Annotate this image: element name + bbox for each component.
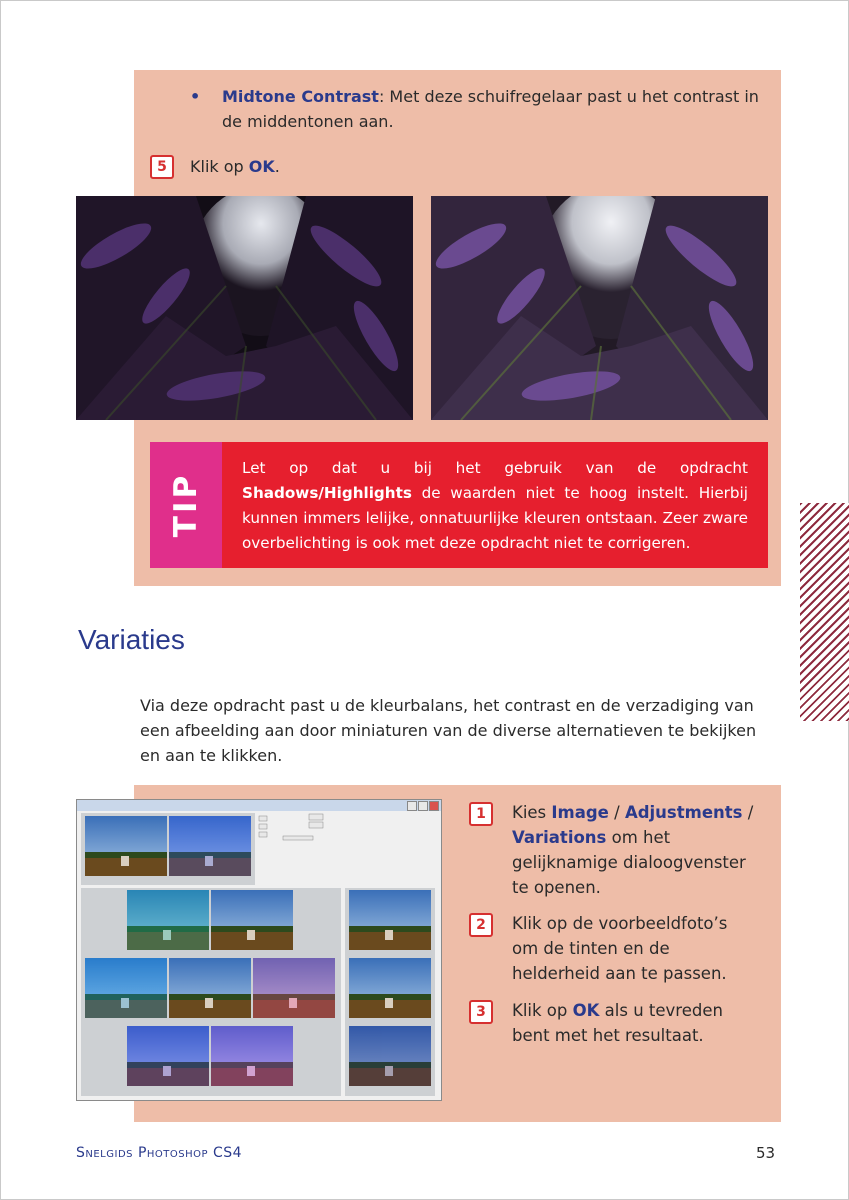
page-number: 53 bbox=[756, 1144, 776, 1162]
bullet-text: : Met deze schuifregelaar past u het contrast in de middentonen aan. bbox=[222, 87, 759, 131]
step-3-suffix: als u tevreden bent met het resultaat. bbox=[512, 1001, 723, 1045]
photo-before bbox=[76, 196, 413, 420]
step-1-number: 1 bbox=[469, 802, 493, 826]
section-paragraph: Via deze opdracht past u de kleurbalans, het contrast en de verzadiging van een afbeelding aan door miniaturen van de diverse alternatieven te bekijken en aan te klikken. bbox=[140, 696, 757, 765]
step-1-part-2: / bbox=[608, 803, 625, 822]
step-3-number: 3 bbox=[469, 1000, 493, 1024]
variations-dialog-screenshot bbox=[76, 799, 442, 1101]
step-2-number: 2 bbox=[469, 913, 493, 937]
tip-text-before: Let op dat u bij het gebruik van de opdracht bbox=[242, 459, 748, 477]
step-5-suffix: . bbox=[274, 157, 280, 176]
step-5-prefix: Klik op bbox=[190, 157, 249, 176]
step-5-text bbox=[190, 154, 280, 179]
step-1-adjustments: Adjustments bbox=[624, 803, 743, 822]
tip-text bbox=[242, 456, 748, 556]
tip-box bbox=[150, 442, 768, 568]
photo-after bbox=[431, 196, 768, 420]
step-1-text bbox=[512, 800, 764, 900]
step-1-part-4: / bbox=[742, 803, 754, 822]
bullet-dot: • bbox=[190, 87, 201, 106]
tip-text-bold: Shadows/Highlights bbox=[242, 484, 412, 502]
footer-book-title: Snelgids Photoshop CS4 bbox=[76, 1145, 243, 1161]
variation-thumbnails bbox=[77, 800, 441, 1100]
step-5-number: 5 bbox=[150, 155, 174, 179]
step-1-part-6: om het gelijknamige dialoogvenster te openen. bbox=[512, 828, 746, 897]
step-1-part-0: Kies bbox=[512, 803, 552, 822]
step-2-text: Klik op de voorbeeldfoto’s om de tinten en de helderheid aan te passen. bbox=[512, 914, 728, 983]
step-5-ok: OK bbox=[248, 157, 275, 176]
section-title: Variaties bbox=[78, 624, 185, 655]
step-1-variations: Variations bbox=[512, 828, 607, 847]
step-3-ok: OK bbox=[572, 1001, 600, 1020]
tip-tab bbox=[150, 442, 222, 568]
bullet-midtone-contrast bbox=[190, 84, 770, 134]
step-3-text bbox=[512, 998, 752, 1048]
tip-label: TIP bbox=[168, 472, 204, 538]
bullet-term: Midtone Contrast bbox=[222, 87, 379, 106]
decorative-stripes bbox=[800, 503, 849, 721]
tip-text-after: de waarden niet te hoog instelt. Hierbij kunnen immers lelijke, onnatuurlijke kleuren ontstaan. Zeer zware overbelichting is ook met deze opdracht niet te corrigeren. bbox=[242, 484, 748, 552]
step-3-prefix: Klik op bbox=[512, 1001, 573, 1020]
step-1-image: Image bbox=[551, 803, 609, 822]
